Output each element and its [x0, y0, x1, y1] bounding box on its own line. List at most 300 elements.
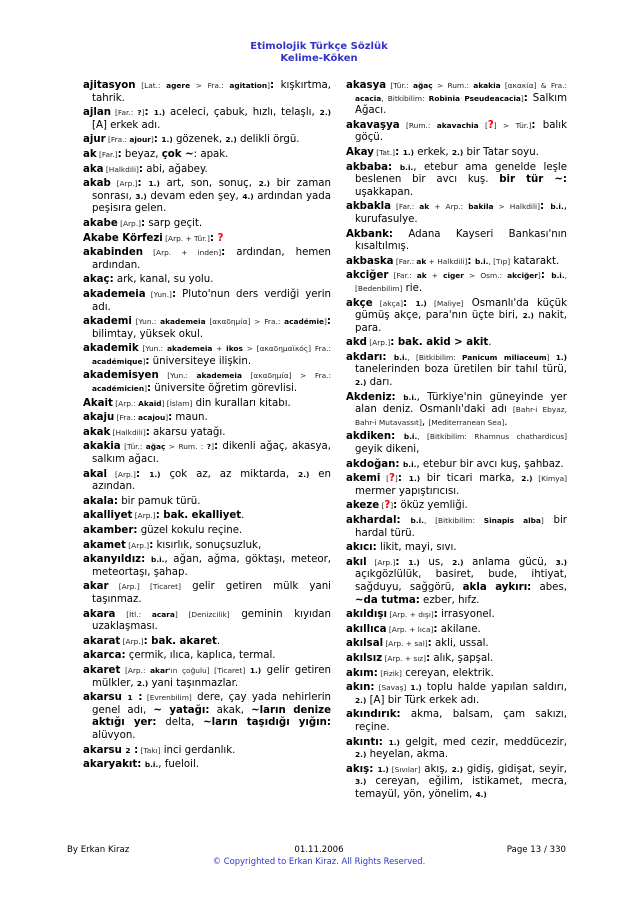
entry-marker: 1.) [408, 474, 421, 484]
entry-marker: 2 [125, 745, 131, 755]
entry-note: [ακαδημία] > Fra.: [205, 317, 285, 327]
entry-term: akademeia [83, 288, 146, 300]
dictionary-entry [346, 392, 567, 430]
entry-note: [ [380, 474, 389, 484]
entry-definition: akarsu yatağı. [149, 426, 226, 438]
entry-term: : bak. ekalliyet [155, 510, 242, 522]
entry-term: akemi [346, 473, 381, 485]
entry-marker: 1.) [408, 557, 420, 567]
entry-term: : bak. akid > akit [390, 337, 489, 349]
dictionary-entry [83, 540, 331, 553]
dictionary-entry [346, 352, 567, 390]
entry-term: : [426, 652, 431, 664]
entry-marker: ajour [129, 135, 151, 145]
entry-term: : [270, 80, 275, 91]
entry-definition: maun. [172, 412, 208, 424]
entry-term: akdoğan: [346, 458, 403, 470]
entry-term: ~ların taşıdığı yığın: [203, 717, 331, 729]
entry-term: akıl [346, 556, 367, 568]
entry-definition: gözenek, [172, 134, 226, 146]
dictionary-entry [83, 759, 331, 772]
entry-note: ] [324, 317, 327, 327]
entry-marker: agere [166, 81, 191, 90]
entry-term: akademisyen [83, 370, 159, 382]
entry-term: akar [83, 581, 109, 593]
entry-definition: Pluto'nun ders verdiği yerin adı. [92, 288, 332, 313]
entry-note: [Arp.] [125, 540, 150, 550]
entry-term: : [467, 255, 475, 267]
entry-marker: b.i. [402, 459, 417, 469]
unknown-origin-marker: ? [389, 473, 395, 485]
entry-marker: 2.) [355, 695, 367, 705]
entry-term: akd [346, 337, 367, 349]
entry-definition: akak, [209, 704, 252, 716]
entry-term: ajlan [83, 107, 111, 119]
entry-definition: cereyan, eğilim, istikamet, mecra, temayül, yön, yönelim, [355, 776, 567, 800]
entry-definition: üniversiteye ilişkin. [149, 355, 252, 367]
dictionary-entry [83, 427, 331, 440]
entry-marker: acara [151, 609, 175, 619]
entry-marker: 1.) [555, 352, 568, 362]
entry-marker: acajou [137, 413, 166, 423]
entry-term: ~da tutma: [355, 594, 420, 606]
entry-term: : [144, 107, 154, 119]
dictionary-entry [346, 337, 567, 350]
footer-page-number: Page 13 / 330 [506, 845, 566, 855]
entry-marker: b.i. [551, 271, 565, 281]
dictionary-entry [83, 636, 331, 649]
dictionary-entry [346, 709, 567, 734]
entry-definition: çermik, ılıca, kaplıca, termal. [125, 650, 276, 662]
entry-definition: [A] bir Türk erkek adı. [366, 694, 480, 706]
entry-note: 'ın çoğulu] [Ticaret] [168, 665, 250, 675]
entry-marker: 2.) [451, 764, 463, 774]
entry-definition: rie. [402, 282, 423, 294]
entry-definition: , fueloil. [158, 759, 200, 771]
entry-marker: 2.) [319, 108, 331, 118]
entry-definition: Osmanlı'da küçük gümüş akçe, para'nın üçte biri, [355, 297, 567, 322]
entry-definition: art, son, sonuç, [159, 178, 259, 190]
entry-definition: gelir getiren mülkler, [92, 664, 331, 689]
entry-definition: us, [419, 556, 453, 568]
entry-term: akdarı: [346, 351, 394, 363]
dictionary-entry [83, 581, 331, 606]
entry-marker: b.i. [144, 760, 159, 770]
entry-note: [Arp.] [120, 636, 144, 646]
entry-note: [Fra.: [105, 135, 130, 145]
dictionary-entry [83, 164, 331, 177]
entry-note: + Halkdili] [426, 256, 468, 266]
entry-note: ] [394, 474, 398, 484]
entry-term: akasya [346, 80, 387, 91]
entry-term: akavaşya [346, 119, 400, 131]
footer-date: 01.11.2006 [294, 845, 344, 855]
entry-note: [Arp.] [117, 218, 141, 228]
dictionary-entry [346, 515, 567, 540]
entry-note: [Lat.: [135, 81, 167, 90]
entry-term: : [132, 692, 143, 704]
entry-note: ] [İslam] [161, 398, 193, 408]
dictionary-entry [83, 149, 331, 162]
entry-definition: gelgit, med cezir, meddücezir, [399, 736, 567, 748]
entry-definition: . [241, 510, 245, 522]
page-header [0, 41, 638, 65]
entry-term: akıllıca [346, 623, 387, 635]
entry-term: : [117, 148, 122, 160]
left-column [83, 80, 331, 774]
entry-definition: . [488, 337, 492, 349]
entry-marker: akademeia [160, 317, 206, 327]
entry-note: [ακακία] & Fra.: [500, 81, 567, 90]
dictionary-entry [83, 289, 331, 314]
dictionary-entry [83, 745, 331, 758]
entry-term: akıcı: [346, 542, 377, 554]
entry-term: akal [83, 468, 108, 480]
entry-marker: 1.) [161, 135, 173, 145]
entry-term: : [145, 426, 150, 438]
entry-definition: dere, çay yada nehirlerin genel adı, [92, 692, 331, 716]
entry-marker: ak [419, 202, 430, 212]
dictionary-entry [346, 682, 567, 707]
entry-note: [Far.: [393, 256, 417, 266]
entry-definition: bir zaman sonrası, [92, 178, 331, 202]
entry-note: ] [546, 352, 556, 362]
entry-term: akbakla [346, 201, 391, 213]
entry-marker: akar [150, 665, 169, 675]
entry-marker: académie [284, 317, 325, 327]
dictionary-entry [83, 510, 331, 523]
entry-note: [ [379, 501, 385, 511]
dictionary-entry [346, 764, 567, 802]
entry-term: ~ yatağı: [153, 704, 210, 716]
entry-term: : [145, 355, 150, 367]
entry-marker: ağaç [145, 442, 166, 452]
entry-term: akarsu [83, 744, 126, 756]
entry-note: + Arp.: [429, 202, 469, 212]
entry-marker: akakia [473, 81, 501, 90]
entry-marker: 2.) [225, 135, 237, 145]
entry-note: [Tür.: [120, 442, 146, 452]
entry-term: akarat [83, 635, 121, 647]
entry-term: akaç: [83, 274, 114, 286]
entry-marker: acacia [355, 93, 382, 103]
entry-term: akalliyet [83, 510, 133, 522]
dictionary-entry [346, 638, 567, 651]
entry-marker: 1.) [388, 737, 400, 747]
entry-term: akbaska [346, 255, 394, 267]
entry-definition: , etebur ama genelde leşle beslenen bir avcı kuş. [355, 161, 567, 186]
dictionary-entry [346, 229, 567, 254]
entry-term: : [149, 539, 154, 551]
entry-note: ] [211, 442, 214, 452]
entry-definition: din kuralları kitabı. [192, 397, 291, 409]
entry-marker: académique [92, 356, 143, 366]
entry-note: [Tür.: [386, 81, 413, 90]
right-column [346, 80, 567, 803]
entry-term: akım: [346, 667, 378, 679]
entry-definition: bir ticari marka, [420, 473, 522, 485]
entry-definition: en azından. [92, 468, 331, 493]
dictionary-entry [83, 247, 331, 272]
entry-term: : [539, 201, 551, 213]
entry-definition: Salkım Ağacı. [355, 92, 568, 117]
entry-definition: akış, [420, 763, 452, 775]
entry-note: ] [267, 81, 271, 90]
entry-definition: gidiş, gidişat, seyir, [462, 763, 567, 775]
dictionary-entry [83, 107, 331, 132]
entry-note: [Arp. + dışı] [386, 610, 434, 620]
entry-definition: inci gerdanlık. [160, 744, 236, 756]
entry-marker: 2.) [355, 750, 367, 760]
dictionary-entry [83, 441, 331, 466]
entry-term: akaryakıt: [83, 759, 145, 771]
dictionary-entry [346, 431, 567, 456]
entry-definition: alık, şapşal. [430, 652, 494, 664]
entry-marker: b.i. [410, 516, 424, 525]
entry-definition: anlama gücü, [463, 556, 556, 568]
dictionary-entry [346, 298, 567, 336]
entry-definition: erkek, [414, 146, 452, 158]
entry-term: akın: [346, 682, 375, 694]
entry-marker: 2.) [452, 557, 464, 567]
entry-definition: ezber, hıfz. [419, 594, 480, 606]
dictionary-entry [83, 554, 331, 579]
entry-note: [Yun.] [145, 289, 172, 299]
entry-term: akarca: [83, 650, 126, 662]
entry-note: [Maliye] [426, 298, 464, 308]
entry-definition: irrasyonel. [437, 609, 495, 621]
entry-definition: abi, ağabey. [143, 163, 208, 175]
entry-definition: ardından, hemen ardından. [92, 247, 331, 271]
entry-note: , [Bitkibilim: Rhamnus chathardicus] [417, 432, 567, 442]
dictionary-entry [83, 233, 331, 246]
dictionary-entry [346, 147, 567, 160]
entry-term: akaret [83, 664, 121, 676]
entry-marker: ak [416, 271, 427, 281]
dictionary-entry [346, 201, 567, 226]
entry-note: [Takı] [138, 745, 161, 755]
entry-marker: ak [416, 256, 427, 266]
entry-note: [Arp. + Tür.] [162, 233, 210, 243]
entry-definition: beyaz, [121, 148, 162, 160]
dictionary-entry [83, 274, 331, 287]
entry-note: , [Tıp] [488, 256, 511, 266]
entry-term: : [433, 609, 438, 621]
entry-definition: delikli örgü. [236, 134, 300, 146]
entry-marker: ikos [226, 344, 243, 354]
entry-definition: yani taşınmazlar. [148, 677, 239, 689]
entry-definition: devam eden şey, [146, 190, 243, 202]
dictionary-entry [346, 270, 567, 295]
entry-note: > Rum.: [432, 81, 474, 90]
entry-marker: 2.) [451, 147, 464, 157]
entry-term: akdiken: [346, 431, 404, 443]
entry-definition: , Türkiye'nin güneyinde yer alan deniz. Osmanlı'daki adı [355, 391, 568, 416]
entry-term: akanyıldız: [83, 554, 152, 566]
entry-marker: ciger [443, 271, 464, 281]
entry-term: Akay [346, 146, 374, 158]
entry-definition: çok az, az miktarda, [160, 468, 299, 480]
entry-marker: Panicum miliaceum [462, 352, 547, 362]
entry-term: : [523, 92, 528, 104]
entry-term: : [209, 232, 218, 244]
entry-definition: , kurufasulye. [355, 201, 568, 225]
entry-term: Akbank: [346, 228, 393, 240]
entry-marker: ? [206, 442, 212, 452]
entry-term: akamet [83, 539, 126, 551]
entry-term: ~ların denize aktığı yer: [92, 704, 331, 729]
entry-term: : [213, 441, 219, 453]
entry-term: akaju [83, 412, 115, 424]
entry-definition: , [421, 416, 429, 428]
entry-term: akarsu [83, 692, 128, 704]
entry-marker: 1.) [249, 665, 262, 675]
unknown-origin-marker: ? [217, 232, 224, 244]
entry-definition: [A] erkek adı. [92, 119, 161, 131]
footer-author: By Erkan Kiraz [67, 845, 130, 855]
dictionary-entry [346, 609, 567, 622]
entry-marker: 1.) [153, 108, 166, 118]
entry-definition: bilimtay, yüksek okul. [92, 328, 204, 340]
entry-note: , [Bitkibilim: [424, 516, 484, 525]
entry-note: [Savaş] [374, 683, 411, 693]
entry-note: > [ακαδημαϊκός] Fra.: [242, 344, 331, 354]
entry-term: : [393, 500, 398, 512]
entry-note: ] [142, 356, 146, 366]
entry-marker: akademeia [196, 371, 242, 381]
entry-note: [Fra.: [114, 413, 138, 423]
entry-note: > Fra.: [190, 81, 230, 90]
entry-note: [Arp.] [366, 557, 396, 567]
entry-term: : [138, 163, 143, 175]
entry-term: : [540, 270, 552, 282]
dictionary-entry [83, 469, 331, 494]
entry-definition: likit, mayi, sıvı. [376, 542, 457, 554]
entry-note: [Arp. + sal] [383, 639, 428, 649]
entry-term: : [146, 383, 152, 395]
dictionary-entry [346, 459, 567, 472]
entry-definition: ark, kanal, su yolu. [113, 274, 214, 286]
entry-definition: abes, [531, 581, 567, 593]
entry-note: [Arp.] [132, 511, 156, 521]
entry-note: + [212, 344, 227, 354]
entry-definition: . [216, 635, 221, 647]
entry-definition: alüvyon. [92, 729, 136, 741]
entry-marker: 4.) [242, 191, 254, 201]
entry-note: ] [144, 384, 147, 394]
entry-term: : [326, 316, 331, 328]
entry-term: : [531, 119, 536, 131]
entry-term: ajur [83, 134, 106, 146]
entry-term: akıntı: [346, 736, 389, 748]
dictionary-entry [83, 218, 331, 231]
entry-marker: 1.) [415, 298, 427, 308]
dictionary-entry [346, 473, 567, 498]
entry-term: : [130, 744, 139, 756]
entry-definition: bir Tatar soyu. [463, 146, 539, 158]
entry-term: akış: [346, 763, 378, 775]
entry-note: [Far.] [96, 149, 118, 159]
entry-definition: tanelerinden boza üretilen bir tahıl türü, [355, 364, 567, 376]
entry-term: akademik [83, 343, 139, 355]
dictionary-entry [83, 412, 331, 425]
entry-note: ] [537, 271, 541, 281]
document-title: Etimolojik Türkçe Sözlük [250, 41, 388, 52]
entry-definition: aceleci, çabuk, hızlı, telaşlı, [165, 107, 320, 119]
entry-marker: ağaç [412, 81, 433, 90]
entry-note: [Arp. + sız] [382, 653, 427, 663]
entry-definition: delta, [156, 717, 204, 729]
entry-definition: öküz yemliği. [397, 500, 468, 512]
entry-note: [ [478, 120, 488, 130]
entry-term: : [153, 134, 162, 146]
entry-term: ak [83, 148, 97, 160]
dictionary-entry [346, 653, 567, 666]
entry-definition: katarakt. [510, 255, 560, 267]
entry-marker: ? [137, 108, 142, 118]
entry-note: > Rum. : [165, 442, 207, 452]
entry-term: akabe [83, 217, 118, 229]
entry-definition: Adana Kayseri Bankası'nın kısaltılmış. [355, 228, 567, 253]
entry-definition: açıkgözlülük, basiret, bude, ihtiyat, sağduyu, sağgörü, [355, 569, 567, 593]
dictionary-entry [83, 609, 331, 634]
entry-term: çok ~ [161, 148, 194, 160]
entry-term: : [397, 473, 409, 485]
entry-term: : [221, 247, 226, 259]
entry-marker: 1.) [410, 683, 422, 693]
entry-term: akamber: [83, 525, 138, 536]
entry-marker: Akaid [138, 398, 162, 408]
entry-term: ajitasyon [83, 80, 136, 91]
entry-term: : [168, 412, 173, 424]
entry-marker: 3.) [555, 557, 567, 567]
entry-term: akeze [346, 500, 380, 512]
entry-note: ] [165, 413, 169, 423]
entry-note: [Halkdili] [110, 427, 146, 437]
entry-definition: mermer yapıştırıcısı. [355, 485, 460, 497]
entry-term: akçe [346, 297, 373, 309]
entry-note: [Arp.] [366, 338, 391, 348]
entry-marker: 1 [127, 693, 133, 703]
entry-term: : bak. akaret [143, 635, 217, 647]
entry-definition: akma, balsam, çam sakızı, reçine. [355, 709, 567, 733]
entry-note: ] > Tür.] [493, 120, 532, 130]
entry-definition: balık göçü. [355, 119, 567, 144]
entry-term: Akait [83, 397, 113, 409]
entry-marker: b.i. [403, 432, 418, 442]
dictionary-entry [83, 370, 331, 395]
entry-term: : [395, 556, 409, 568]
entry-definition: akilane. [437, 623, 481, 635]
entry-definition: kışkırtma, tahrik. [92, 80, 331, 104]
entry-definition: dikenli ağaç, akasya, salkım ağacı. [92, 441, 331, 466]
entry-note: ] [540, 516, 544, 525]
entry-note: [Yun.: [131, 317, 161, 327]
dictionary-entry [346, 80, 567, 118]
unknown-origin-marker: ? [384, 500, 391, 512]
entry-definition: gelir getiren mülk yani taşınmaz. [92, 581, 331, 605]
entry-note: [Yun.: [158, 371, 197, 381]
entry-note: , [Bedenbilim] [355, 271, 567, 293]
entry-marker: b.i. [151, 555, 165, 565]
dictionary-entry [83, 665, 331, 690]
entry-note: [Far.: [388, 271, 417, 281]
entry-note: ] [141, 108, 145, 118]
entry-term: : [427, 638, 432, 650]
entry-note: [Arp.: [120, 665, 151, 675]
entry-marker: 3.) [355, 777, 367, 787]
entry-definition: toplu halde yapılan saldırı, [421, 682, 567, 694]
